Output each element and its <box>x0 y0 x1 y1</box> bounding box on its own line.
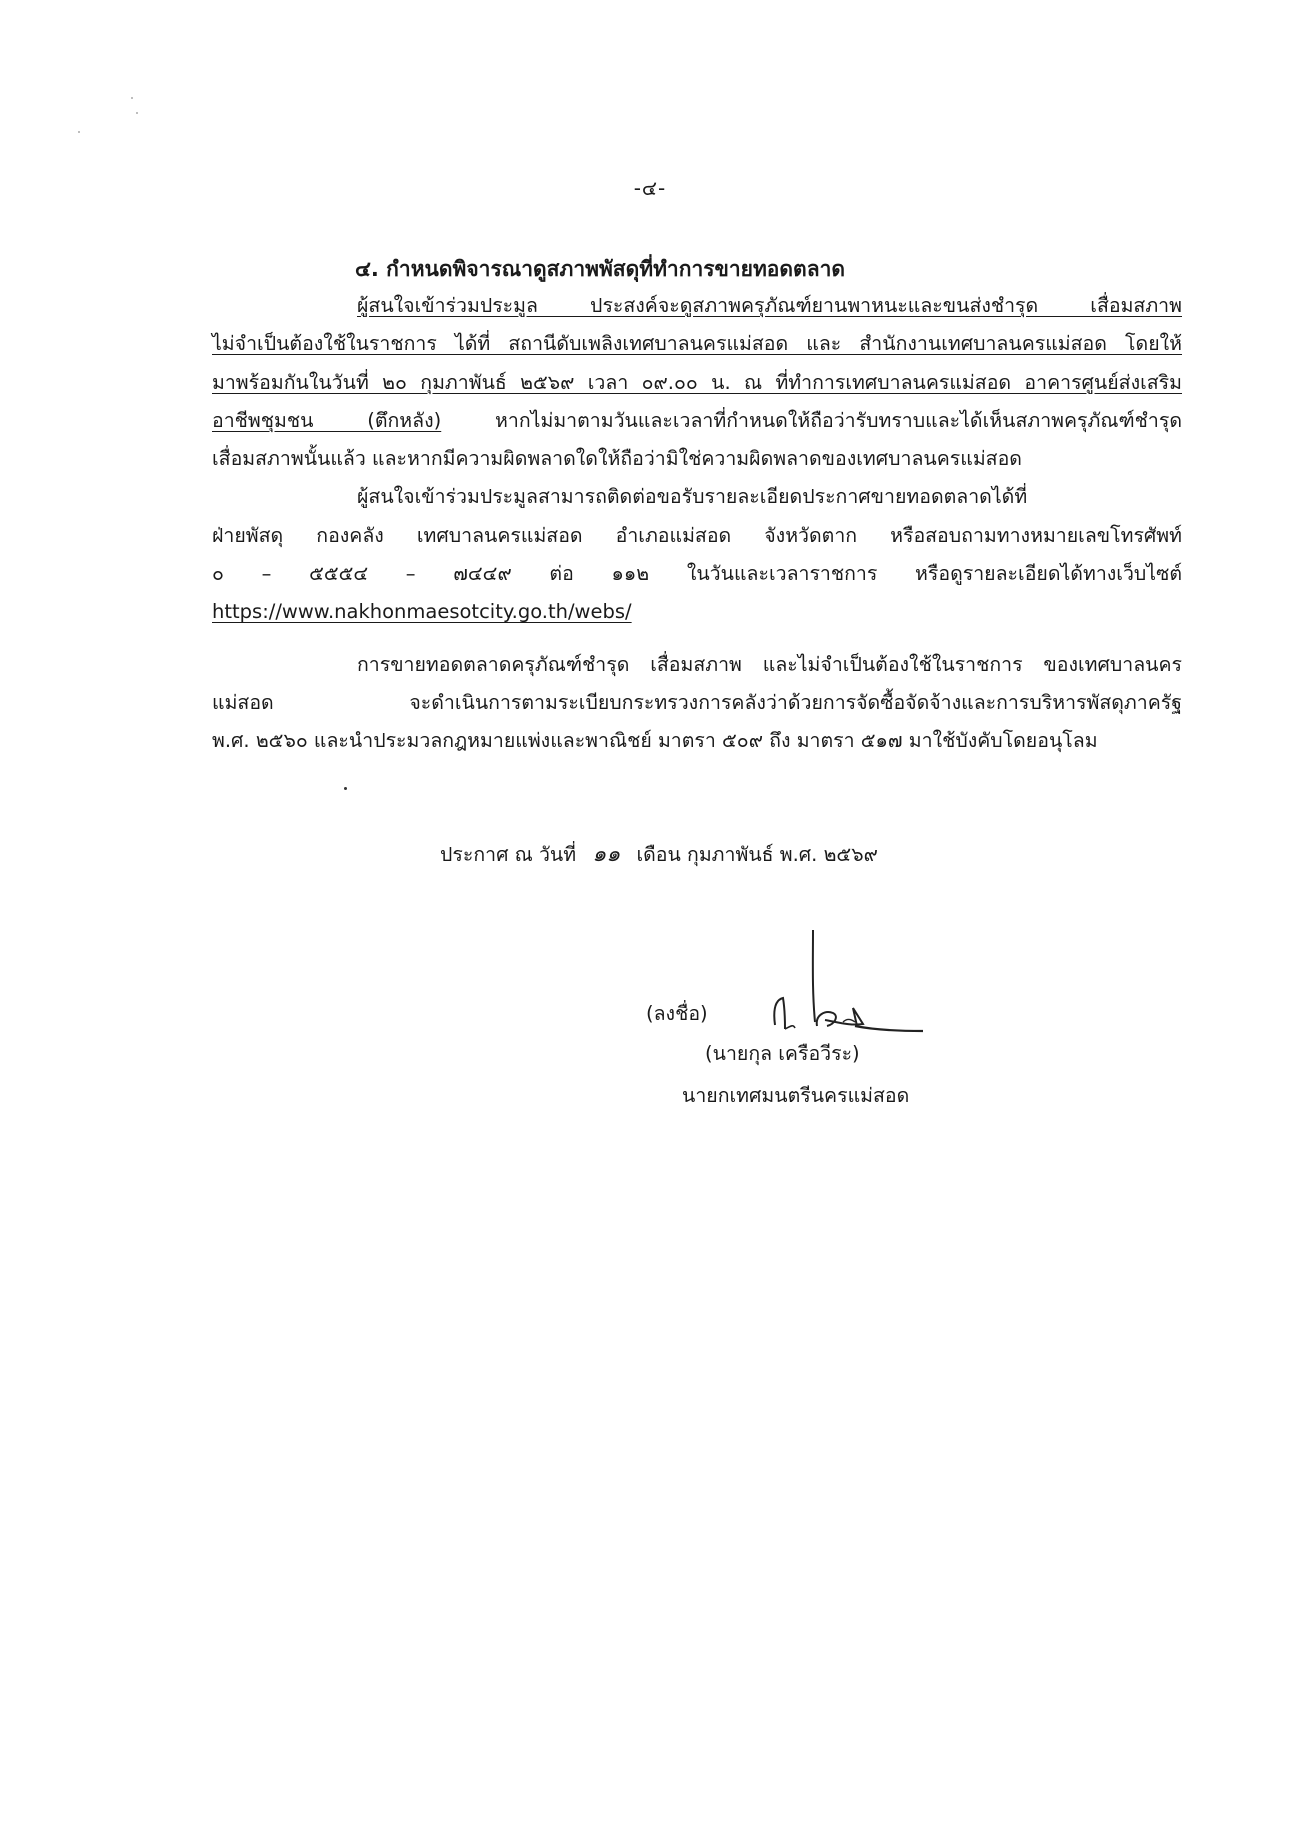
document-body <box>212 287 1182 761</box>
page-number: -๔- <box>633 176 667 200</box>
announcement-prefix: ประกาศ ณ วันที่ <box>440 843 577 866</box>
paragraph-3-line <box>212 646 1182 684</box>
paragraph-1-line <box>212 364 1182 402</box>
paragraph-text: เสื่อมสภาพนั้นแล้ว และหากมีความผิดพลาดใดให้ถือว่ามิใช่ความผิดพลาดของเทศบาลนครแม่สอด <box>212 447 1022 471</box>
paragraph-text: พ.ศ. ๒๕๖๐ และนำประมวลกฎหมายแพ่งและพาณิชย์ มาตรา ๕๐๙ ถึง มาตรา ๕๑๗ มาใช้บังคับโดยอนุโลม <box>212 729 1098 753</box>
paragraph-text: อาชีพชุมชน (ตึกหลัง) <box>212 408 442 432</box>
paragraph-text: มาพร้อมกันในวันที่ ๒๐ กุมภาพันธ์ ๒๕๖๙ เวลา ๐๙.๐๐ น. ณ ที่ทำการเทศบาลนครแม่สอด อาคารศูนย์ส่งเสริม <box>212 370 1182 394</box>
paragraph-1-line <box>212 440 1182 478</box>
paragraph-2-line <box>212 555 1182 593</box>
paragraph-text: หากไม่มาตามวันและเวลาที่กำหนดให้ถือว่ารับทราบและได้เห็นสภาพครุภัณฑ์ชำรุด <box>441 408 1182 432</box>
paragraph-text: การขายทอดตลาดครุภัณฑ์ชำรุด เสื่อมสภาพ และไม่จำเป็นต้องใช้ในราชการ ของเทศบาลนคร <box>357 652 1182 676</box>
signature-label: (ลงชื่อ) <box>646 1002 708 1025</box>
paragraph-text: แม่สอด จะดำเนินการตามระเบียบกระทรวงการคลังว่าด้วยการจัดซื้อจัดจ้างและการบริหารพัสดุภาครัฐ <box>212 690 1182 714</box>
section-heading: ๔. กำหนดพิจารณาดูสภาพพัสดุที่ทำการขายทอดตลาด <box>355 257 845 281</box>
scan-dot <box>344 787 347 790</box>
paragraph-1-line <box>212 325 1182 363</box>
paragraph-text: ฝ่ายพัสดุ กองคลัง เทศบาลนครแม่สอด อำเภอแม่สอด จังหวัดตาก หรือสอบถามทางหมายเลขโทรศัพท์ <box>212 523 1182 547</box>
signer-title: นายกเทศมนตรีนครแม่สอด <box>682 1084 910 1107</box>
paragraph-text: ผู้สนใจเข้าร่วมประมูลสามารถติดต่อขอรับรายละเอียดประกาศขายทอดตลาดได้ที่ <box>357 485 1028 509</box>
paragraph-1-line <box>212 402 1182 440</box>
announcement-date-line <box>440 836 878 871</box>
paragraph-gap <box>212 632 1182 646</box>
paragraph-text: ไม่จำเป็นต้องใช้ในราชการ ได้ที่ สถานีดับเพลิงเทศบาลนครแม่สอด และ สำนักงานเทศบาลนครแม่สอด โดยให้ <box>212 332 1182 356</box>
paragraph-text: ๐ – ๕๕๕๔ – ๗๔๔๙ ต่อ ๑๑๒ ในวันและเวลาราชการ หรือดูรายละเอียดได้ทางเว็บไซต์ <box>212 562 1182 586</box>
signer-name: (นายกุล เครือวีระ) <box>705 1042 860 1065</box>
announcement-month-year: เดือน กุมภาพันธ์ พ.ศ. ๒๕๖๙ <box>636 843 878 866</box>
scan-speck <box>78 131 80 133</box>
paragraph-text: ผู้สนใจเข้าร่วมประมูล ประสงค์จะดูสภาพครุภัณฑ์ยานพาหนะและขนส่งชำรุด เสื่อมสภาพ <box>357 294 1182 317</box>
paragraph-2-line <box>212 593 1182 631</box>
paragraph-2-line <box>212 517 1182 555</box>
handwritten-signature <box>755 930 925 1040</box>
handwritten-day: ๑๑ <box>592 842 621 867</box>
scan-speck <box>136 112 138 114</box>
scan-speck <box>131 97 133 99</box>
website-link[interactable]: https://www.nakhonmaesotcity.go.th/webs/ <box>212 600 632 624</box>
paragraph-3-line <box>212 684 1182 722</box>
paragraph-2-line <box>212 478 1182 516</box>
paragraph-3-line <box>212 722 1182 760</box>
paragraph-1-line <box>212 287 1182 325</box>
